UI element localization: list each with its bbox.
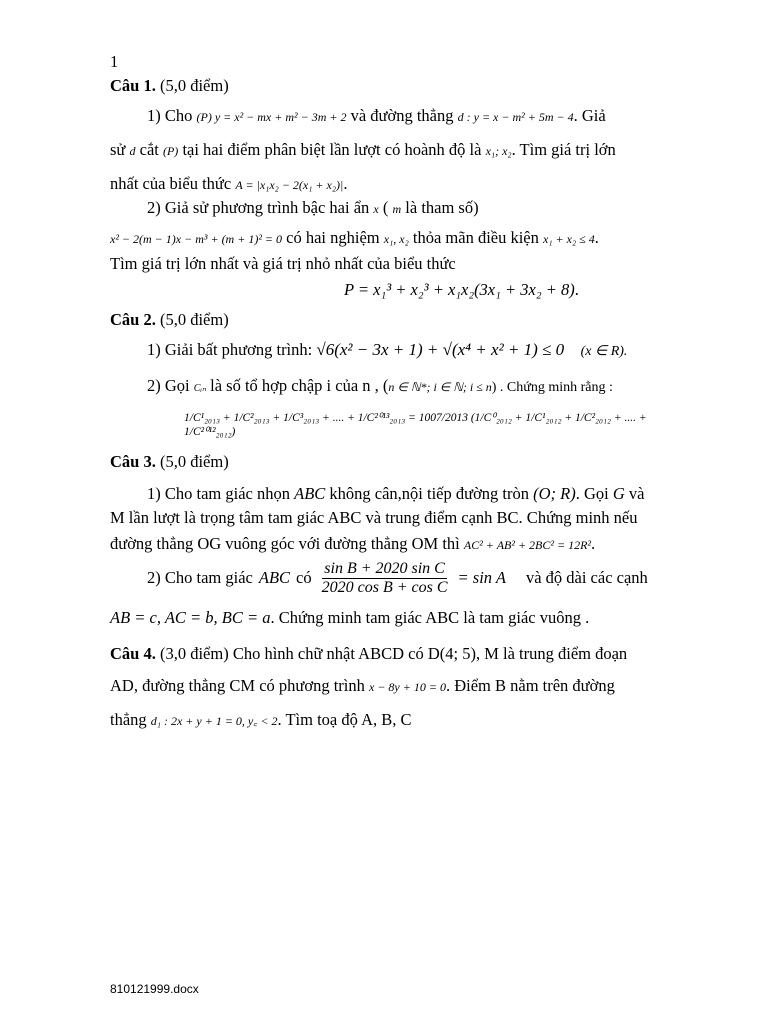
q3-p2-line2 [110,608,589,628]
q1-p1-l3-a: nhất của biểu thức [110,174,232,193]
q2-p1-inequality: √6(x² − 3x + 1) + √(x⁴ + x² + 1) ≤ 0 [316,340,565,359]
q1-points: (5,0 điểm) [159,76,229,95]
q3-p1-c: . Gọi [575,484,609,503]
q1-p1-parabola: (P) y = x² − mx + m² − 3m + 2 [196,110,347,124]
q1-p1-text-a: 1) Cho [147,106,193,125]
q4-l1-text: (3,0 điểm) Cho hình chữ nhật ABCD có D(4; 5), M là trung điểm đoạn [159,644,628,663]
q1-p2-expression [344,280,579,300]
q4-line3 [110,710,412,730]
q3-p1-a: 1) Cho tam giác nhọn [147,484,290,503]
q3-p1-l3-b: . [591,534,596,553]
q3-p2-line1 [147,560,648,596]
q3-p1-abc: ABC [294,484,326,503]
q4-l2-b: . Điểm B nằm trên đường [445,676,615,695]
footer-filename: 810121999.docx [110,982,199,996]
q2-heading [110,310,229,330]
q4-line2 [110,676,615,696]
q3-p2-rhs: = sin A [457,568,506,588]
q1-p1-line1 [147,106,606,126]
q3-title: Câu 3. [110,452,156,471]
q1-p2-line1 [147,198,479,218]
q1-title: Câu 1. [110,76,156,95]
q1-p2-f: . [594,228,599,247]
q1-p2-roots: x₁, x₂ [383,232,409,246]
q3-p1-b: không cân,nội tiếp đường tròn [329,484,530,503]
q2-p1-line [147,340,627,361]
q3-points: (5,0 điểm) [159,452,229,471]
q1-p2-condition: x₁ + x₂ ≤ 4 [543,232,595,246]
q2-p2-combination: Cᵢₙ [193,383,206,394]
q4-l2-a: AD, đường thẳng CM có phương trình [110,676,365,695]
q1-p2-x: x [373,202,379,216]
q3-p2-sides: AB = c, AC = b, BC = a [110,608,271,627]
q3-p1-line1 [147,484,645,504]
q4-title: Câu 4. [110,644,156,663]
q1-p1-l2-d: d [129,144,136,158]
q2-p2-b: là số tổ hợp chập i của n , ( [210,376,389,395]
q3-p2-conclusion: . Chứng minh tam giác ABC là tam giác vuông . [270,608,590,627]
q3-p1-l3-math: AC² + AB² + 2BC² = 12R² [463,538,591,552]
q1-p2-a: 2) Giả sử phương trình bậc hai ẩn [147,198,370,217]
q1-p2-b: ( [382,198,389,217]
q2-p1-domain: (x ∈ R). [580,344,628,359]
q1-heading [110,76,229,96]
q3-p2-denominator: 2020 cos B + cos C [321,578,448,596]
q1-p2-expr: P = x₁³ + x₂³ + x₁x₂(3x₁ + 3x₂ + 8) [344,280,575,299]
q1-p1-l3-b: . [343,174,348,193]
q1-p2-g: . [574,280,579,299]
q1-p1-line3 [110,174,347,194]
q1-p1-l3-math: A = |x₁x₂ − 2(x₁ + x₂)| [235,178,344,192]
q2-p2-cond: n ∈ ℕ*; i ∈ ℕ; i ≤ n [388,380,492,394]
q3-heading [110,452,229,472]
q1-p1-line-d: d : y = x − m² + 5m − 4 [457,110,574,124]
q1-p1-text-b: và đường thẳng [350,106,454,125]
q3-p2-abc: ABC [258,568,291,588]
q3-p2-a: 2) Cho tam giác [147,568,253,588]
q1-p1-l2-x: x₁; x₂ [485,144,512,158]
q1-p2-line3: Tìm giá trị lớn nhất và giá trị nhỏ nhất của biểu thức [110,254,456,273]
page-number: 1 [110,52,119,71]
q3-p1-l3-a: đường thẳng OG vuông góc với đường thẳng OM thì [110,534,460,553]
q2-p2-d: ) . Chứng minh rằng : [491,380,613,395]
q4-l3-b: . Tìm toạ độ A, B, C [277,710,412,729]
q1-p1-l2-b: cắt [139,140,159,159]
q1-p2-m: m [392,202,402,216]
q1-p1-l2-p: (P) [162,144,179,158]
q4-line1 [110,644,627,664]
q1-p2-d: có hai nghiệm [286,228,380,247]
q3-p2-fraction [320,560,450,596]
q3-p1-line2: M lần lượt là trọng tâm tam giác ABC và trung điểm cạnh BC. Chứng minh nếu [110,508,638,527]
q4-l2-math: x − 8y + 10 = 0 [369,680,446,694]
q2-p1-a: 1) Giải bất phương trình: [147,340,313,359]
q3-p2-b: có [296,568,312,588]
q1-p2-c: là tham số) [405,198,479,217]
q2-p2-line [147,376,613,397]
q2-p2-a: 2) Gọi [147,376,190,395]
q1-p2-e: thỏa mãn điều kiện [412,228,539,247]
q1-p2-line2 [110,228,599,248]
q3-p1-circle: (O; R) [533,484,576,503]
q1-p2-equation: x² − 2(m − 1)x − m³ + (m + 1)² = 0 [110,232,283,246]
q3-p2-numerator: sin B + 2020 sin C [324,560,445,577]
q2-title: Câu 2. [110,310,156,329]
q4-l3-math: d₁ : 2x + y + 1 = 0, y꜀ < 2 [150,714,278,728]
q2-identity [184,412,654,440]
q2-identity-text: 1/C¹₂₀₁₃ + 1/C²₂₀₁₃ + 1/C³₂₀₁₃ + .... + 1/C²⁰¹³₂₀₁₃ = 1007/2013 (1/C⁰₂₀₁₂ + 1/C¹₂₀₁₂ + 1/C²₂₀₁₂ + .... + 1/C²⁰¹²₂₀₁₂) [184,412,647,438]
q3-p2-c: và độ dài các cạnh [525,568,648,588]
q2-points: (5,0 điểm) [159,310,229,329]
q1-p1-l2-a: sử [110,140,126,159]
q1-p1-text-c: . Giả [573,106,606,125]
q3-p1-line3 [110,534,595,554]
q3-p1-g: G [612,484,625,503]
q1-p1-line2 [110,140,616,160]
q1-p1-l2-c: tại hai điểm phân biệt lần lượt có hoành độ là [182,140,482,159]
q1-p1-l2-e: . Tìm giá trị lớn [511,140,616,159]
q3-p1-d: và [628,484,645,503]
q4-l3-a: thẳng [110,710,147,729]
